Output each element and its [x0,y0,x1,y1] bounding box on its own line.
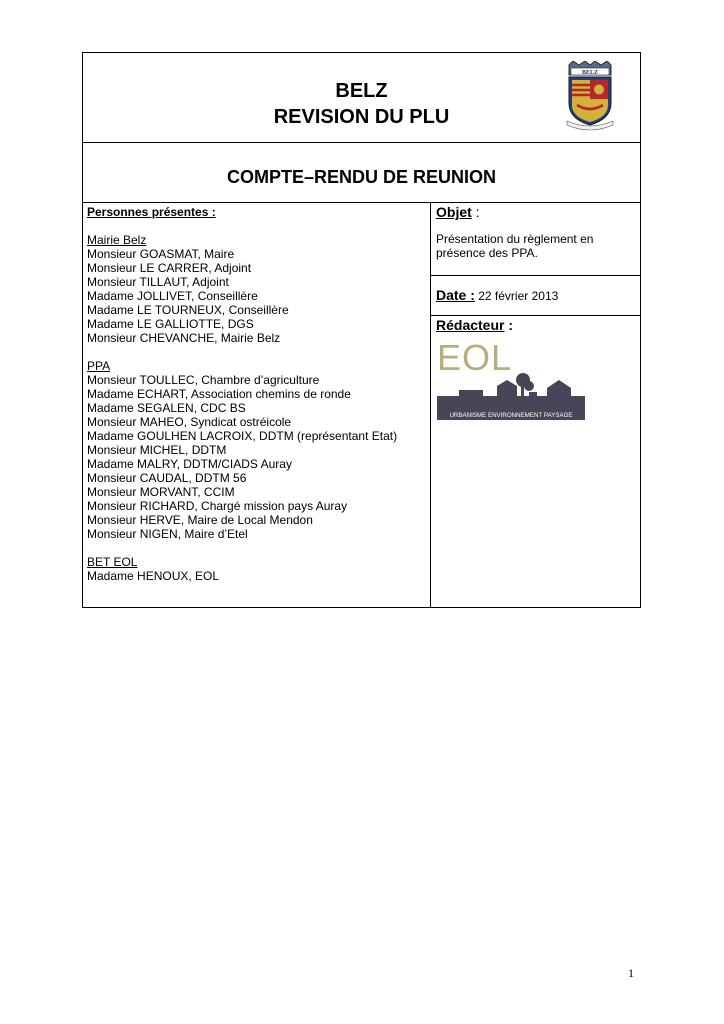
redacteur-cell [431,316,640,607]
attendee: Monsieur TOULLEC, Chambre d’agriculture [87,373,320,387]
details-column [431,203,640,607]
attendee: Madame SEGALEN, CDC BS [87,401,246,415]
redacteur-label: Rédacteur [436,317,505,333]
attendee-group-mairie [87,233,430,345]
objet-line: Présentation du règlement en [436,232,594,246]
attendee-group-ppa [87,359,430,541]
attendee: Madame HENOUX, EOL [87,569,220,583]
attendee: Monsieur GOASMAT, Maire [87,247,235,261]
attendee: Monsieur LE CARRER, Adjoint [87,261,252,275]
town-title: BELZ [335,80,388,102]
objet-line: présence des PPA. [436,246,538,260]
redacteur-colon: : [504,317,514,333]
group-label: PPA [87,359,111,373]
attendee: Monsieur NIGEN, Maire d’Etel [87,527,248,541]
group-label: Mairie Belz [87,233,147,247]
page-number: 1 [628,966,634,980]
report-subtitle: COMPTE–RENDU DE REUNION [226,167,497,187]
attendee: Monsieur MAHEO, Syndicat ostréicole [87,415,292,429]
report-table [82,52,641,608]
subtitle-cell [83,143,640,203]
date-label [436,287,475,303]
document-title: REVISION DU PLU [273,106,450,128]
attendee: Monsieur HERVE, Maire de Local Mendon [87,513,313,527]
logo-wordmark: EOL [437,340,513,378]
logo-tagline: URBANISME ENVIRONNEMENT PAYSAGE [449,412,573,419]
attendee: Madame MALRY, DDTM/CIADS Auray [87,457,292,471]
eol-logo-icon [437,340,587,424]
attendee: Monsieur RICHARD, Chargé mission pays Auray [87,499,348,513]
attendee: Monsieur CHEVANCHE, Mairie Belz [87,331,281,345]
attendee: Monsieur MORVANT, CCIM [87,485,235,499]
date-cell [431,276,640,316]
objet-cell [431,203,640,276]
date-value: 22 février 2013 [474,289,559,303]
objet-colon: : [471,204,480,220]
header-cell [83,53,640,143]
objet-text [436,232,640,260]
attendee: Madame ECHART, Association chemins de ronde [87,387,351,401]
attendee: Madame LE GALLIOTTE, DGS [87,317,254,331]
group-label: BET EOL [87,555,138,569]
attendees-cell [83,203,431,607]
attendee: Monsieur MICHEL, DDTM [87,443,227,457]
attendee: Madame LE TOURNEUX, Conseillère [87,303,289,317]
attendee: Madame GOULHEN LACROIX, DDTM (représentant Etat) [87,429,398,443]
attendee-group-bet-eol [87,555,430,583]
crest-label: BELZ [581,70,599,76]
attendee: Monsieur CAUDAL, DDTM 56 [87,471,247,485]
attendee: Monsieur TILLAUT, Adjoint [87,275,229,289]
objet-label: Objet [436,204,472,220]
attendee: Madame JOLLIVET, Conseillère [87,289,258,303]
belz-crest-icon [563,61,617,131]
date-label-text: Date : [436,287,475,303]
attendees-title: Personnes présentes : [87,205,216,219]
